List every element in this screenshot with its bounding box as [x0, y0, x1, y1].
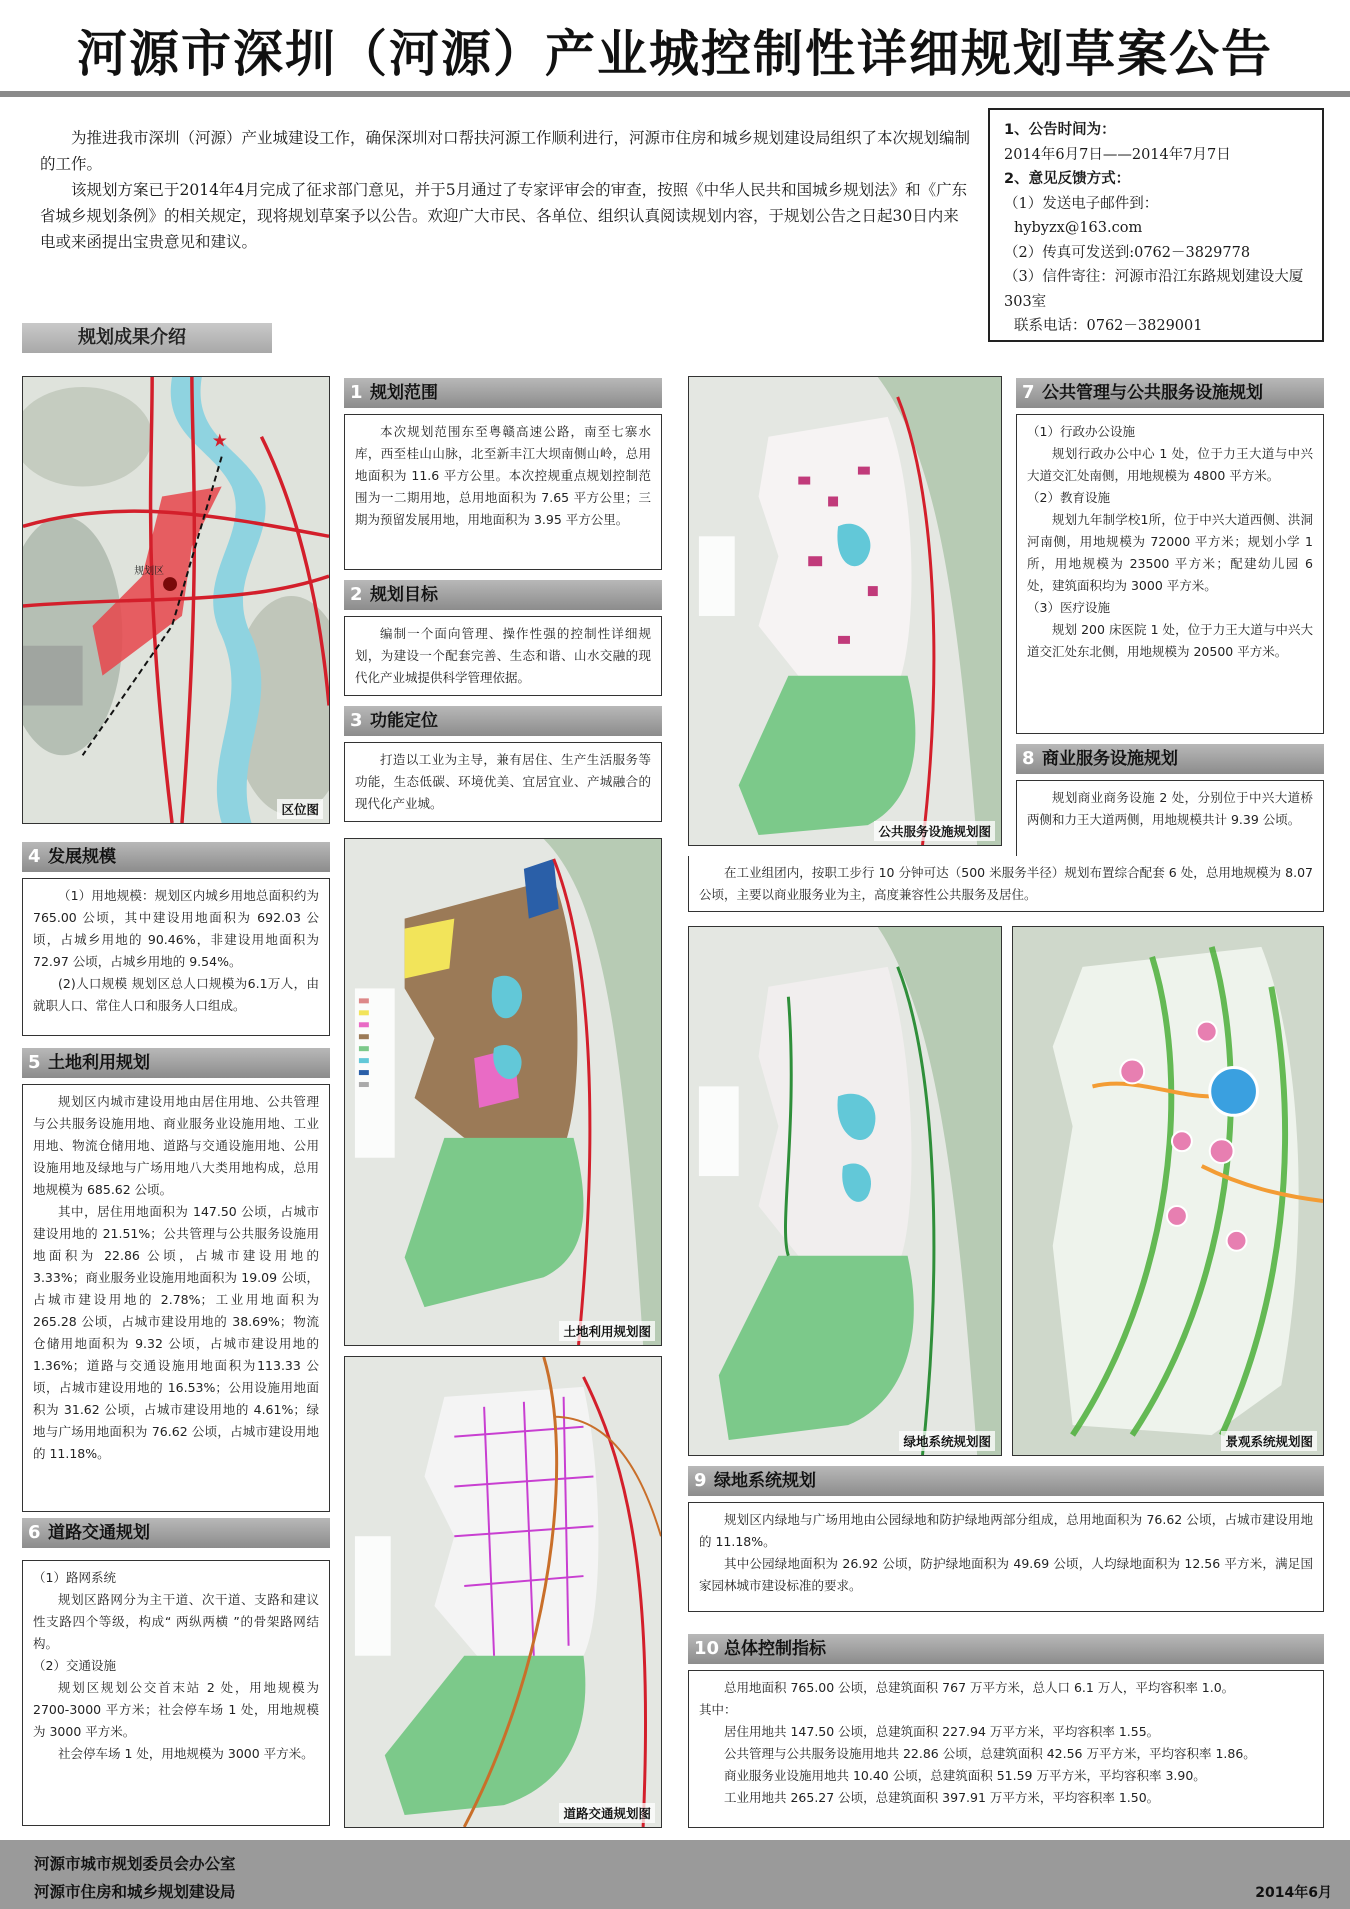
- notice-mail: （3）信件寄往：河源市沿江东路规划建设大厦 303室: [1004, 269, 1304, 310]
- section-5-text-2: 其中，居住用地面积为 147.50 公顷，占城市建设用地的 21.51%；公共管理与公共服务设施用地面积为 22.86 公顷，占城市建设用地的 3.33%；商业服务业设施用地面积为 19.09 公顷，占城市建设用地的 2.78%；工业用地面积为 265.28 公顷，占城市建设用地的 38.69%；物流仓储用地面积为 9.32 公顷，占城市建设用地的 1.36%；道路与交通设施用地面积为113.33 公顷，占城市建设用地的 16.53%；公用设施用地面积为 31.62 公顷，占城市建设用地的 4.61%；绿地与广场用地面积为 76.62 公顷，占城市建设用地的 11.18%。: [33, 1204, 319, 1461]
- section-5-text-1: 规划区内城市建设用地由居住用地、公共管理与公共服务设施用地、商业服务业设施用地、工业用地、物流仓储用地、道路与交通设施用地、公用设施用地及绿地与广场用地八大类用地构成，总用地规模为 685.62 公顷。: [33, 1094, 319, 1197]
- section-10-header: [688, 1634, 1324, 1664]
- section-5-header: [22, 1048, 330, 1078]
- section-10-number: 10: [694, 1638, 720, 1659]
- intro-paragraph-1: 为推进我市深圳（河源）产业城建设工作，确保深圳对口帮扶河源工作顺利进行，河源市住房和城乡规划建设局组织了本次规划编制的工作。: [40, 129, 971, 173]
- section-3-number: 3: [350, 710, 363, 731]
- section-10-text-4: 公共管理与公共服务设施用地共 22.86 公顷，总建筑面积 42.56 万平方米，平均容积率 1.86。: [724, 1746, 1256, 1761]
- section-8-title: 商业服务设施规划: [1042, 749, 1178, 769]
- section-2-number: 2: [350, 584, 363, 605]
- landuse-map-graphic: [345, 839, 661, 1345]
- notice-box: [988, 108, 1324, 342]
- landscape-map: [1012, 926, 1324, 1456]
- section-4-text-1: （1）用地规模：规划区内城乡用地总面积约为 765.00 公顷，其中建设用地面积为 692.03 公顷，占城乡用地的 90.46%，非建设用地面积为 72.97 公顷，占城乡用地的 9.54%。: [33, 888, 319, 969]
- notice-fax: （2）传真可发送到:0762－3829778: [1004, 244, 1251, 261]
- section-3-header: [344, 706, 662, 736]
- section-9-header: [688, 1466, 1324, 1496]
- notice-email[interactable]: hybyzx@163.com: [1014, 220, 1143, 236]
- section-2-header: [344, 580, 662, 610]
- section-9-title: 绿地系统规划: [714, 1471, 816, 1491]
- section-10-text-6: 工业用地共 265.27 公顷，总建筑面积 397.91 万平方米，平均容积率 1.50。: [724, 1790, 1160, 1805]
- location-map: [22, 376, 330, 824]
- svg-text:★: ★: [211, 430, 228, 452]
- section-6-text-3: 社会停车场 1 处，用地规模为 3000 平方米。: [58, 1746, 314, 1761]
- section-8-header: [1016, 744, 1324, 774]
- section-2-title: 规划目标: [370, 585, 438, 605]
- footer-org-2: 河源市住房和城乡规划建设局: [34, 1883, 236, 1901]
- section-9-text-2: 其中公园绿地面积为 26.92 公顷，防护绿地面积为 49.69 公顷，人均绿地面积为 12.56 平方米，满足国家园林城市建设标准的要求。: [699, 1556, 1313, 1593]
- public-service-map-graphic: [689, 377, 1001, 845]
- section-3-text: 打造以工业为主导，兼有居住、生产生活服务等功能，生态低碳、环境优美、宜居宜业、产城融合的现代化产业城。: [355, 752, 651, 811]
- landuse-map-label: 土地利用规划图: [559, 1321, 655, 1341]
- footer-org-1: 河源市城市规划委员会办公室: [34, 1855, 236, 1873]
- public-service-map: [688, 376, 1002, 846]
- section-1-number: 1: [350, 382, 363, 403]
- section-4-header: [22, 842, 330, 872]
- notice-email-label: （1）发送电子邮件到：: [1004, 195, 1159, 212]
- section-7-text-2: 规划九年制学校1所，位于中兴大道西侧、洪洞河南侧，用地规模为 72000 平方米；规划小学 1 所，用地规模为 23500 平方米；配建幼儿园 6 处，建筑面积均为 3000 平方米。: [1027, 512, 1313, 593]
- section-7-number: 7: [1022, 382, 1035, 403]
- section-5-number: 5: [28, 1052, 41, 1073]
- section-10-text-2: 其中：: [699, 1702, 737, 1717]
- section-2-text: 编制一个面向管理、操作性强的控制性详细规划，为建设一个配套完善、生态和谐、山水交融的现代化产业城提供科学管理依据。: [355, 626, 651, 685]
- section-6-text-2: 规划区规划公交首末站 2 处，用地规模为 2700-3000 平方米；社会停车场 1 处，用地规模为 3000 平方米。: [33, 1680, 319, 1739]
- section-7-text-3: 规划 200 床医院 1 处，位于力王大道与中兴大道交汇处东北侧，用地规模为 20500 平方米。: [1027, 622, 1313, 659]
- location-area-label: 规划区: [134, 566, 165, 578]
- title-bar: [0, 0, 1350, 97]
- landscape-map-label: 景观系统规划图: [1221, 1431, 1317, 1451]
- section-7-title: 公共管理与公共服务设施规划: [1042, 383, 1263, 403]
- section-10-text-3: 居住用地共 147.50 公顷，总建筑面积 227.94 万平方米，平均容积率 1.55。: [724, 1724, 1160, 1739]
- section-3-body: [344, 742, 662, 822]
- section-4-text-2: (2)人口规模 规划区总人口规模为6.1万人，由就职人口、常住人口和服务人口组成。: [33, 976, 319, 1013]
- section-9-body: [688, 1502, 1324, 1612]
- section-10-body: [688, 1670, 1324, 1828]
- footer: [0, 1840, 1350, 1909]
- section-8-text-1: 规划商业商务设施 2 处，分别位于中兴大道桥两侧和力王大道两侧，用地规模共计 9.39 公顷。: [1027, 790, 1313, 827]
- page-title: 河源市深圳（河源）产业城控制性详细规划草案公告: [77, 25, 1273, 83]
- section-6-header: [22, 1518, 330, 1548]
- section-8-text-2: 在工业组团内，按职工步行 10 分钟可达（500 米服务半径）规划布置综合配套 6 处，总用地规模为 8.07 公顷，主要以商业服务业为主，高度兼容性公共服务及居住。: [699, 865, 1313, 902]
- road-map-graphic: [345, 1357, 661, 1827]
- landuse-map: [344, 838, 662, 1346]
- road-map: [344, 1356, 662, 1828]
- section-4-number: 4: [28, 846, 41, 867]
- main-section-header: 规划成果介绍: [22, 323, 272, 353]
- section-8-body-b: [688, 856, 1324, 912]
- intro-paragraph-2: 该规划方案已于2014年4月完成了征求部门意见，并于5月通过了专家评审会的审查，按照《中华人民共和国城乡规划法》和《广东省城乡规划条例》的相关规定，现将规划草案予以公告。欢迎广大市民、各单位、组织认真阅读规划内容，于规划公告之日起30日内来电或来函提出宝贵意见和建议。: [40, 181, 968, 251]
- notice-feedback-heading: 2、意见反馈方式：: [1004, 171, 1131, 187]
- section-10-title: 总体控制指标: [724, 1639, 826, 1659]
- section-1-title: 规划范围: [370, 383, 438, 403]
- section-1-text: 本次规划范围东至粤赣高速公路，南至七寨水库，西至桂山山脉，北至新丰江大坝南侧山岭，总用地面积为 11.6 平方公里。本次控规重点规划控制范围为一二期用地，总用地面积为 7.65 平方公里；三期为预留发展用地，用地面积为 3.95 平方公里。: [355, 424, 651, 527]
- section-9-number: 9: [694, 1470, 707, 1491]
- green-system-map: [688, 926, 1002, 1456]
- section-6-text-1: 规划区路网分为主干道、次干道、支路和建议性支路四个等级，构成“ 两纵两横 ”的骨架路网结构。: [33, 1592, 319, 1651]
- section-8-number: 8: [1022, 748, 1035, 769]
- section-6-subhead-2: （2）交通设施: [33, 1658, 116, 1673]
- location-map-graphic: [23, 377, 329, 823]
- section-4-body: [22, 878, 330, 1036]
- section-7-header: [1016, 378, 1324, 408]
- footer-date: 2014年6月: [1255, 1885, 1332, 1901]
- section-1-body: [344, 414, 662, 570]
- section-5-body: [22, 1084, 330, 1512]
- section-10-text-5: 商业服务业设施用地共 10.40 公顷，总建筑面积 51.59 万平方米，平均容积率 3.90。: [724, 1768, 1206, 1783]
- section-6-number: 6: [28, 1522, 41, 1543]
- notice-time-value: 2014年6月7日——2014年7月7日: [1004, 146, 1231, 163]
- section-7-text-1: 规划行政办公中心 1 处，位于力王大道与中兴大道交汇处南侧，用地规模为 4800 平方米。: [1027, 446, 1313, 483]
- section-6-body: [22, 1560, 330, 1826]
- green-system-map-label: 绿地系统规划图: [899, 1431, 995, 1451]
- landscape-map-graphic: [1013, 927, 1323, 1455]
- section-6-title: 道路交通规划: [48, 1523, 150, 1543]
- section-9-text-1: 规划区内绿地与广场用地由公园绿地和防护绿地两部分组成，总用地面积为 76.62 公顷，占城市建设用地的 11.18%。: [699, 1512, 1313, 1549]
- notice-phone: 联系电话：0762－3829001: [1014, 318, 1203, 334]
- section-3-title: 功能定位: [370, 711, 438, 731]
- location-map-label: 区位图: [277, 799, 323, 819]
- intro-text: [40, 125, 970, 255]
- section-10-text-1: 总用地面积 765.00 公顷，总建筑面积 767 万平方米，总人口 6.1 万人，平均容积率 1.0。: [724, 1680, 1235, 1695]
- road-map-label: 道路交通规划图: [559, 1803, 655, 1823]
- section-2-body: [344, 616, 662, 696]
- section-5-title: 土地利用规划: [48, 1053, 150, 1073]
- section-6-subhead-1: （1）路网系统: [33, 1570, 116, 1585]
- notice-time-heading: 1、公告时间为：: [1004, 122, 1116, 138]
- section-7-subhead-3: （3）医疗设施: [1027, 600, 1110, 615]
- section-4-title: 发展规模: [48, 847, 116, 867]
- section-1-header: [344, 378, 662, 408]
- section-7-subhead-1: （1）行政办公设施: [1027, 424, 1135, 439]
- green-system-map-graphic: [689, 927, 1001, 1455]
- section-7-body: [1016, 414, 1324, 734]
- section-7-subhead-2: （2）教育设施: [1027, 490, 1110, 505]
- public-service-map-label: 公共服务设施规划图: [874, 821, 995, 841]
- section-8-body-a: [1016, 780, 1324, 860]
